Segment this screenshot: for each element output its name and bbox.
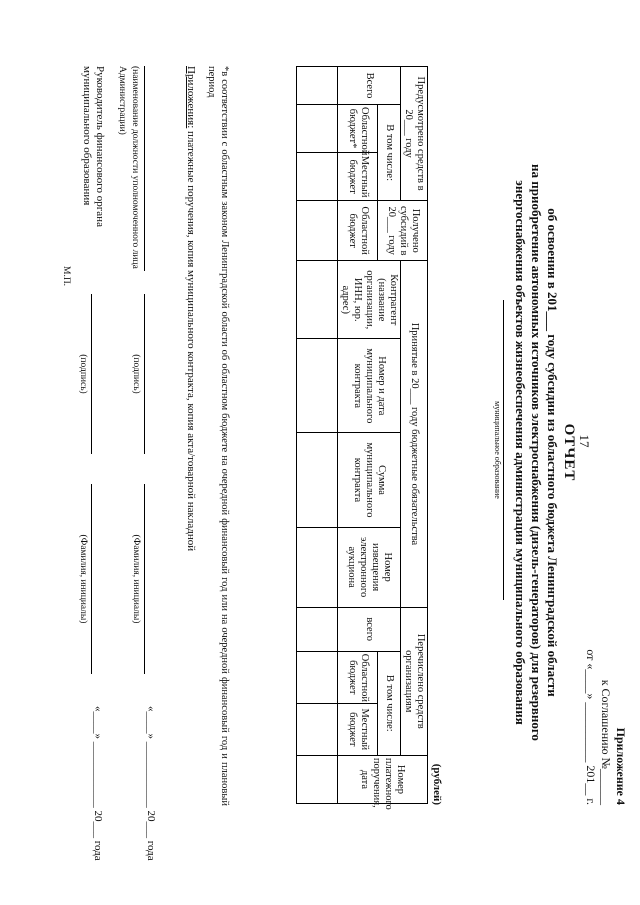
header-planned-regional: Областной бюджет* (338, 105, 379, 153)
table-cell[interactable] (297, 433, 338, 527)
appendix-title: Приложение 4 (614, 727, 628, 805)
table-cell[interactable] (297, 527, 338, 607)
municipality-caption: муниципальное образование (493, 401, 502, 499)
header-planned-local: Местный бюджет (338, 153, 379, 201)
report-subtitle-3: энергоснабжения объектов жизнеобеспечения администрации муниципального образования (513, 180, 528, 725)
header-contract-sum: Сумма муниципального контракта (338, 433, 401, 527)
table-cell[interactable] (297, 67, 338, 105)
name-line (144, 484, 145, 674)
table-cell[interactable] (297, 201, 338, 261)
report-heading: ОТЧЕТ (561, 423, 577, 482)
appendix-date: от «____» __________ 201__ г. (584, 649, 598, 805)
header-transferred-including: В том числе: (378, 651, 401, 755)
report-subtitle-1: об освоении в 201___ году субсидии из областного бюджета Ленинградской области (545, 208, 560, 697)
finance-date: «____» ____________ 20___ года (92, 706, 104, 861)
role-line (144, 66, 145, 271)
attachments-label: Приложения: (185, 66, 197, 129)
header-auction-no: Номер извещения электронного аукциона (338, 527, 401, 607)
head-signature-caption: (подпись) (131, 354, 141, 394)
signature-line (91, 294, 92, 454)
finance-signature-caption: (подпись) (78, 354, 88, 394)
appendix-agreement: к Соглашению №______ (599, 679, 613, 805)
table-cell[interactable] (297, 153, 338, 201)
report-table (296, 66, 428, 810)
header-planned-including: В том числе: (378, 105, 401, 201)
attachments-text: платежные поручения, копия муниципального контракта, копия акта/товарной накладной (185, 128, 197, 552)
header-planned: Предусмотрено средств в 20___ году (401, 67, 428, 201)
table-cell[interactable] (297, 105, 338, 153)
table-cell[interactable] (297, 607, 338, 651)
header-transferred-total: всего (338, 607, 401, 651)
header-transferred-local: Местный бюджет (338, 703, 379, 755)
table-cell[interactable] (297, 703, 338, 755)
signature-line (144, 294, 145, 454)
header-received: Получено субсидий в 20___ году (378, 201, 428, 261)
table-header-row-1 (401, 67, 428, 804)
stamp-label: М.П. (61, 266, 71, 287)
finance-role-line-2: муниципального образования (81, 66, 93, 206)
appendix-header (583, 649, 628, 805)
table-row (297, 67, 338, 804)
table-cell[interactable] (297, 755, 338, 803)
header-transferred: Перечислено средств организациям (401, 607, 428, 755)
header-transferred-regional: Областной бюджет (338, 651, 379, 703)
table-header-row-2 (378, 67, 401, 804)
table-cell[interactable] (297, 339, 338, 433)
report-title (512, 100, 578, 805)
header-counterparty: Контрагент (название организации, ИНН, юр. адрес) (338, 261, 401, 339)
finance-role (80, 66, 106, 271)
page-number: 17 (577, 434, 592, 448)
table-cell[interactable] (297, 651, 338, 703)
municipality-line (503, 300, 504, 600)
header-contract-no: Номер и дата муниципального контракта (338, 339, 401, 433)
head-role-caption: (наименование должности уполномоченного лица Администрации) (117, 66, 140, 269)
header-accepted: Принятые в 20___ году бюджетные обязательства (401, 261, 428, 607)
header-payment-order: Номер платежного поручения, дата (338, 755, 428, 803)
name-line (91, 484, 92, 674)
report-subtitle-2: на приобретение автономных источников электроснабжения (дизель-генераторов) для резервного (529, 164, 544, 741)
header-planned-total: Всего (338, 67, 401, 105)
table-cell[interactable] (297, 261, 338, 339)
attachments (185, 66, 197, 806)
finance-role-line-1: Руководитель финансового органа (94, 66, 106, 227)
head-name-caption: (Фамилия, инициалы) (131, 534, 141, 624)
finance-name-caption: (Фамилия, инициалы) (78, 534, 88, 624)
footnote: *в соответствии с областным законом Ленинградской области об областном бюджете на очередной финансовый год или на очередной финансовый год и плановый период (206, 66, 230, 806)
header-received-regional: Областной бюджет (338, 201, 379, 261)
units-label: (рублей) (431, 763, 443, 805)
head-date: «____» ____________ 20___ года (145, 706, 157, 861)
